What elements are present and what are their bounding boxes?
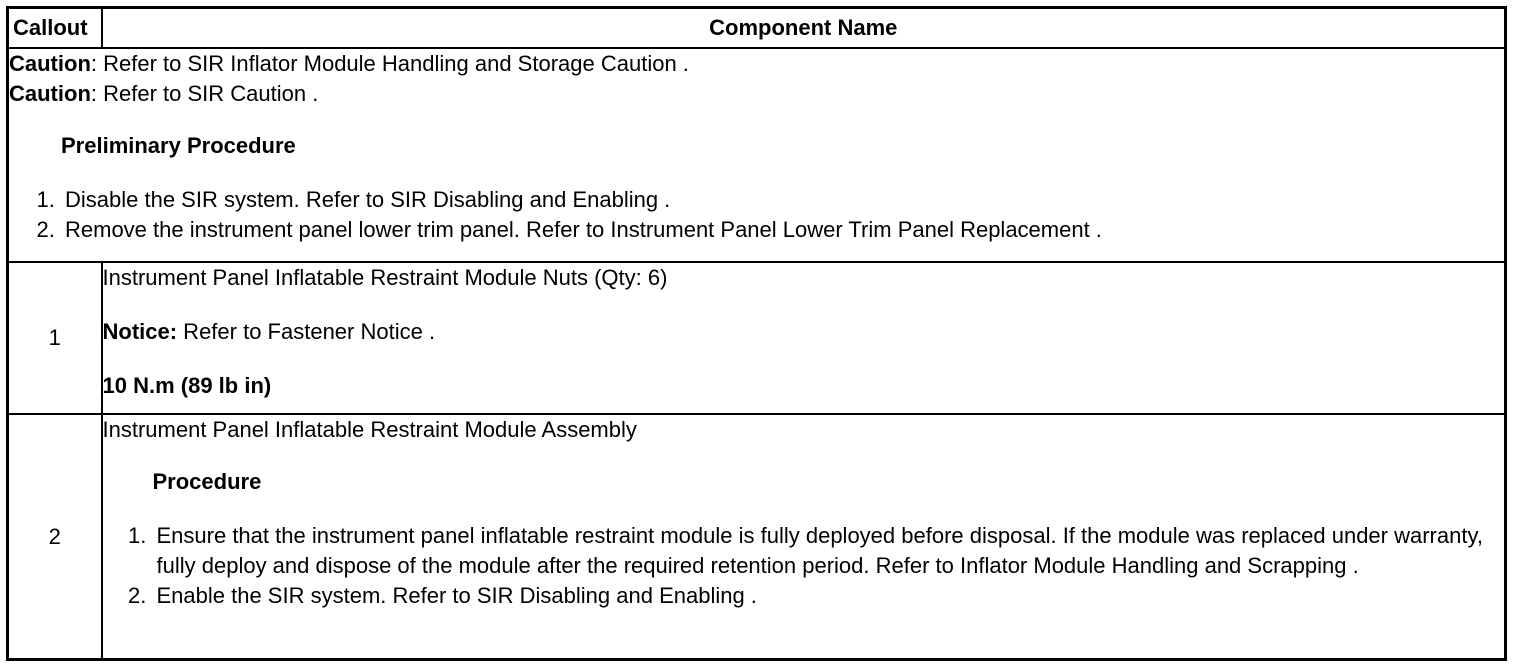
callout-number: 1 [8,262,102,414]
callout-number: 2 [8,414,102,660]
caution-label: Caution [9,81,91,106]
notice-label: Notice: [102,319,178,344]
component-name-header: Component Name [102,8,1506,49]
table-row [8,414,1506,660]
preliminary-row [8,48,1506,262]
caution-label: Caution [9,51,91,76]
list-item: 1. Disable the SIR system. Refer to SIR Disabling and Enabling . [61,185,1504,215]
list-item: 2. Remove the instrument panel lower trim panel. Refer to Instrument Panel Lower Trim Panel Replacement . [61,215,1504,245]
preliminary-cell [8,48,1506,262]
callout-header: Callout [8,8,102,49]
preliminary-steps [9,185,1504,245]
preliminary-procedure-heading: Preliminary Procedure [61,133,296,158]
header-row [8,8,1506,49]
component-cell [102,414,1506,660]
component-table [6,6,1507,661]
caution-text: : Refer to SIR Inflator Module Handling and Storage Caution . [90,51,689,76]
procedure-heading: Procedure [152,469,262,494]
notice-text: Refer to Fastener Notice . [177,319,436,344]
caution-line [9,49,1504,79]
component-cell [102,262,1506,414]
component-name: Instrument Panel Inflatable Restraint Module Nuts (Qty: 6) [102,265,668,290]
component-name: Instrument Panel Inflatable Restraint Module Assembly [102,417,637,442]
caution-line [9,79,1504,109]
torque-spec: 10 N.m (89 lb in) [102,373,272,398]
table-row [8,262,1506,414]
caution-text: : Refer to SIR Caution . [90,81,319,106]
notice-line [103,317,1505,347]
procedure-steps [103,521,1505,611]
list-item: 1. Ensure that the instrument panel inflatable restraint module is fully deployed before disposal. If the module was replaced under warranty, fully deploy and dispose of the module after the required retention period. Refer to Inflator Module Handling and Scrapping . [153,521,1505,581]
list-item: 2. Enable the SIR system. Refer to SIR Disabling and Enabling . [153,581,1505,611]
